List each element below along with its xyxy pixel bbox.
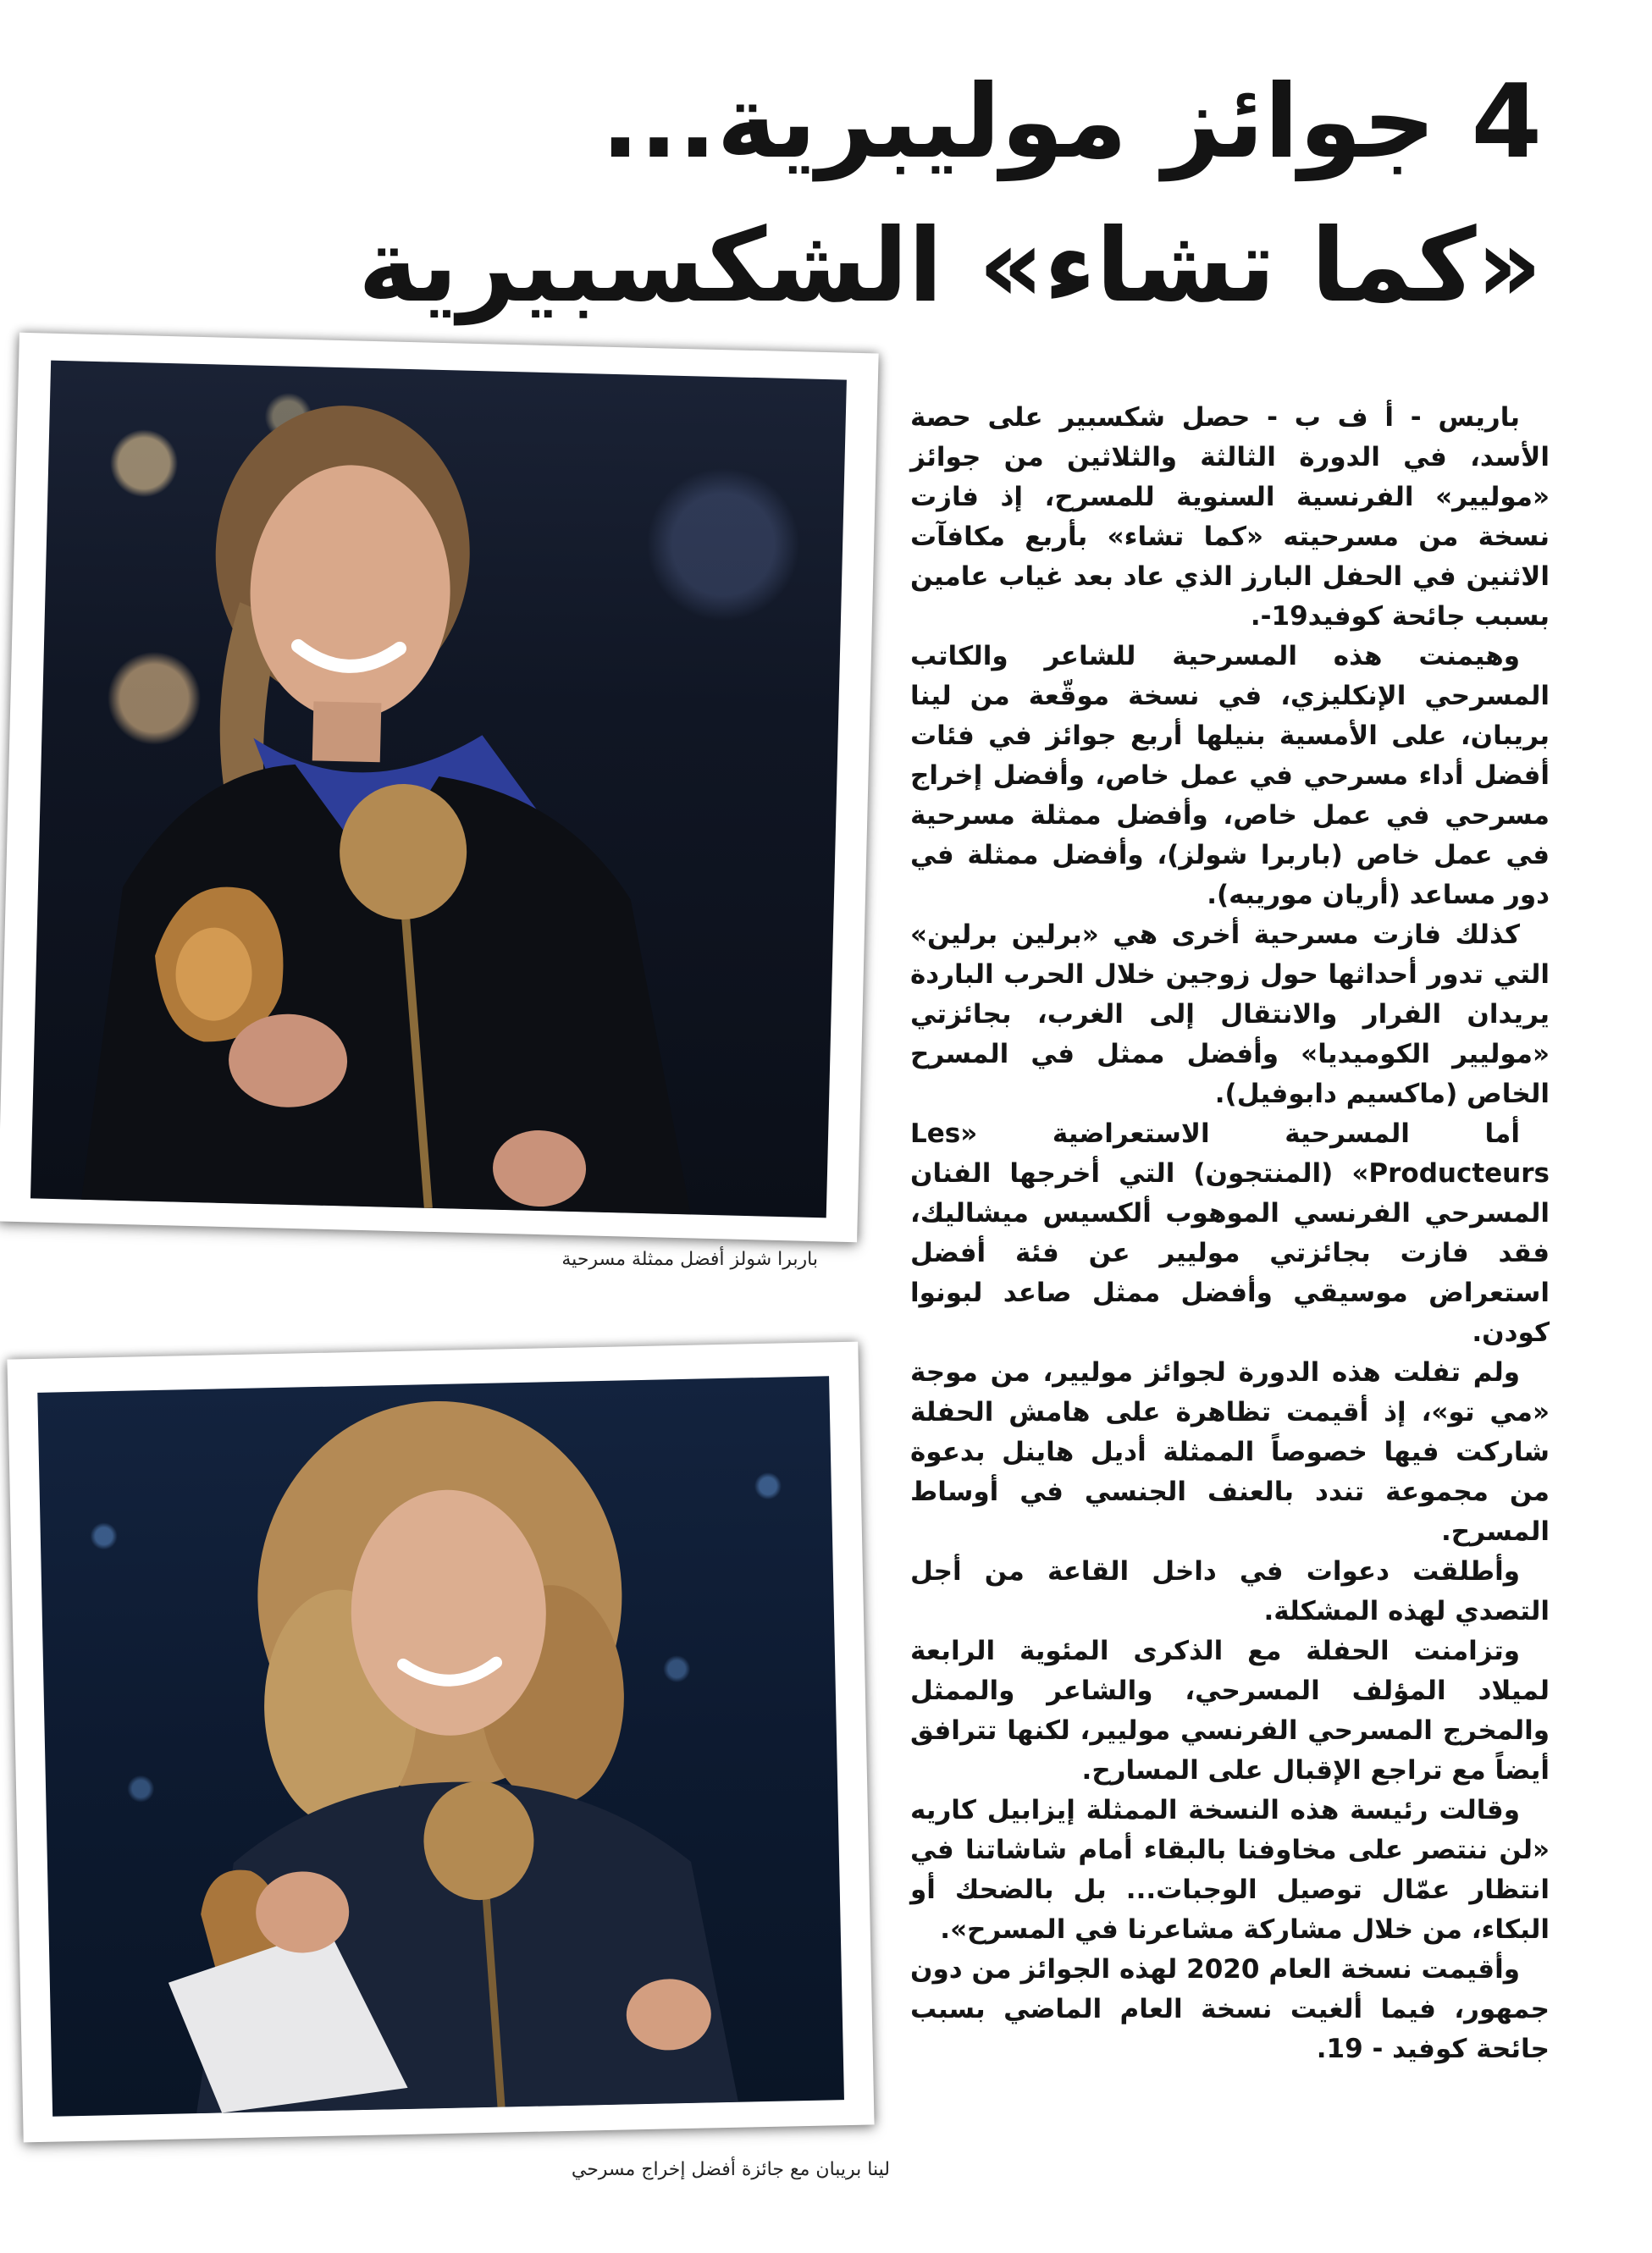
article-paragraph: وتزامنت الحفلة مع الذكرى المئوية الرابعة لميلاد المؤلف المسرحي، والشاعر والممثل والمخرج المسرحي الفرنسي موليير، لكنها تترافق أيضاً مع تراجع الإقبال على المسارح. (910, 1636, 1550, 1786)
article-paragraph: ولم تفلت هذه الدورة لجوائز موليير، من موجة «مي تو»، إذ أقيمت تظاهرة على هامش الحفلة شاركت فيها خصوصاً الممثلة أديل هاينل بدعوة من مجموعة تندد بالعنف الجنسي في أوساط المسرح. (910, 1357, 1550, 1547)
headline-line-1: 4 جوائز موليبرية... (600, 64, 1542, 181)
photo-caption-2: لينا بريبان مع جائزة أفضل إخراج مسرحي (571, 2159, 890, 2180)
article-paragraph: كذلك فازت مسرحية أخرى هي «برلين برلين» التي تدور أحداثها حول زوجين خلال الحرب الباردة يريدان الفرار والانتقال إلى الغرب، بجائزتي «موليير الكوميديا» وأفضل ممثل في المسرح الخاص (ماكسيم دابوفيل). (910, 919, 1550, 1109)
article-paragraph: وهيمنت هذه المسرحية للشاعر والكاتب المسرحي الإنكليزي، في نسخة موقّعة من لينا بريبان، على الأمسية بنيلها أربع جوائز في فئات أفضل أداء مسرحي في عمل خاص، وأفضل إخراج مسرحي في عمل خاص، وأفضل ممثلة مسرحية في عمل خاص (باربرا شولز)، وأفضل ممثلة في دور مساعد (أريان موريبه). (910, 641, 1550, 910)
article-paragraph: وقالت رئيسة هذه النسخة الممثلة إيزابيل كاريه «لن ننتصر على مخاوفنا بالبقاء أمام شاشاتنا في انتظار عمّال توصيل الوجبات... بل بالضحك أو البكاء، من خلال مشاركة مشاعرنا في المسرح». (910, 1795, 1550, 1945)
photo-illustration (30, 361, 847, 1218)
article-paragraph: وأقيمت نسخة العام 2020 لهذه الجوائز من دون جمهور، فيما ألغيت نسخة العام الماضي بسبب جائحة كوفيد - 19. (910, 1954, 1550, 2064)
article-body (910, 398, 1550, 2069)
photo-frame-lena (7, 1342, 874, 2143)
photo-barbara-schulz (30, 361, 847, 1218)
neck-shape (312, 701, 382, 762)
photo-illustration-2 (37, 1376, 844, 2116)
article-paragraph: باريس - أ ف ب - حصل شكسبير على حصة الأسد، في الدورة الثالثة والثلاثين من جوائز «موليير» الفرنسية السنوية للمسرح، إذ فازت نسخة من مسرحيته «كما تشاء» بأربع مكافآت الاثنين في الحفل البارز الذي عاد بعد غياب عامين بسبب جائحة كوفيد19-. (910, 402, 1550, 632)
photo-frame-barbara (0, 333, 879, 1242)
article-paragraph: وأطلقت دعوات في داخل القاعة من أجل التصدي لهذه المشكلة. (910, 1556, 1550, 1626)
photo-lena-breban (37, 1376, 844, 2116)
headline-line-2: «كما تشاء» الشكسبيرية (357, 207, 1542, 325)
article-paragraph: أما المسرحية الاستعراضية «Les Producteurs» (المنتجون) التي أخرجها الفنان المسرحي الفرنسي الموهوب ألكسيس ميشاليك، فقد فازت بجائزتي موليير عن فئة أفضل استعراض موسيقي وأفضل ممثل صاعد لبونوا كودن. (910, 1118, 1550, 1348)
photo-caption-1: باربرا شولز أفضل ممثلة مسرحية (561, 1249, 818, 1270)
